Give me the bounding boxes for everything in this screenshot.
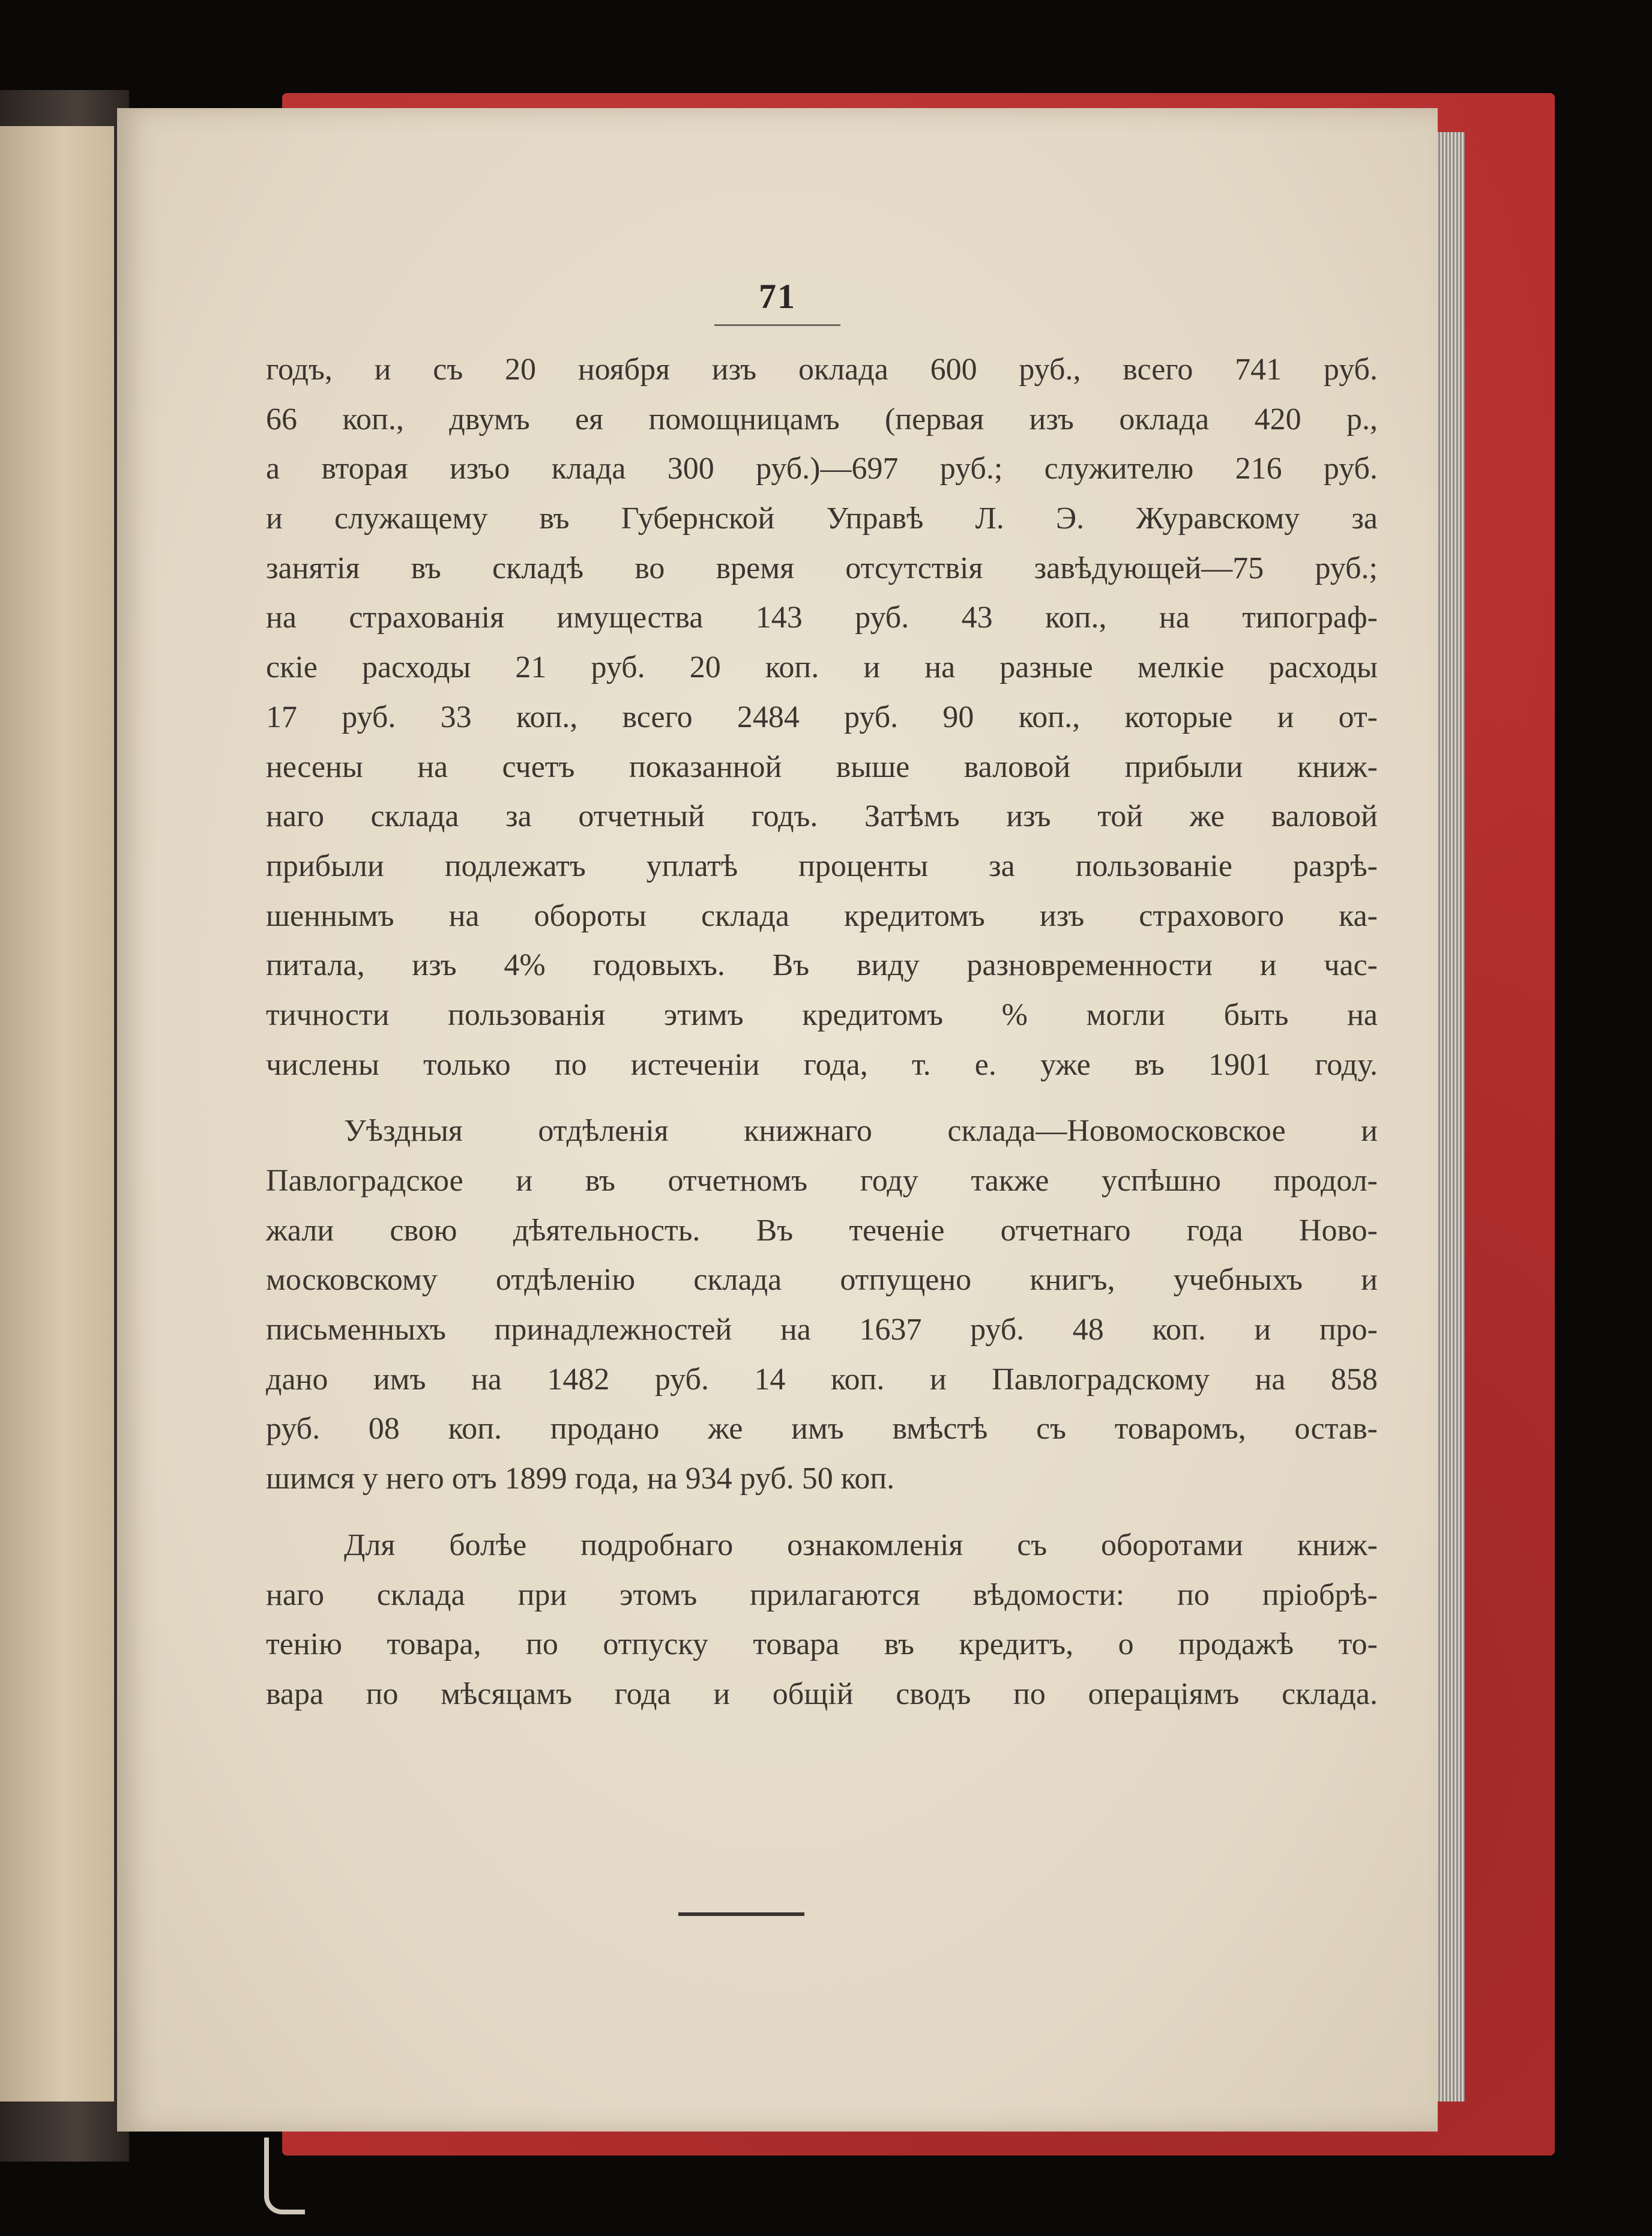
text-line: дано имъ на 1482 руб. 14 коп. и Павлоградскому на 858 <box>266 1362 1378 1397</box>
bookmark-ribbon <box>264 2138 305 2214</box>
left-page-edge <box>0 126 114 2102</box>
text-line: шимся у него отъ 1899 года, на 934 руб. 50 коп. <box>266 1461 895 1496</box>
text-line: письменныхъ принадлежностей на 1637 руб. 48 коп. и про- <box>266 1313 1378 1347</box>
text-line: питала, изъ 4% годовыхъ. Въ виду разновременности и час- <box>266 948 1378 983</box>
text-line: несены на счетъ показанной выше валовой прибыли книж- <box>266 749 1378 784</box>
text-line: тенію товара, по отпуску товара въ кредитъ, о продажѣ то- <box>266 1627 1378 1662</box>
text-line: на страхованія имущества 143 руб. 43 коп., на типограф- <box>266 600 1378 635</box>
text-line: 66 коп., двумъ ея помощницамъ (первая изъ оклада 420 р., <box>266 402 1378 437</box>
text-line: а вторая изъо клада 300 руб.)—697 руб.; служителю 216 руб. <box>266 452 1378 486</box>
text-line: жали свою дѣятельность. Въ теченіе отчетнаго года Ново- <box>266 1213 1378 1248</box>
text-line: руб. 08 коп. продано же имъ вмѣстѣ съ товаромъ, остав- <box>266 1412 1378 1446</box>
text-line: занятія въ складѣ во время отсутствія завѣдующей—75 руб.; <box>266 551 1378 585</box>
page-number: 71 <box>759 277 796 316</box>
text-line: московскому отдѣленію склада отпущено книгъ, учебныхъ и <box>266 1263 1378 1298</box>
paragraph-2 <box>266 1107 1378 1504</box>
text-line: шеннымъ на обороты склада кредитомъ изъ страхового ка- <box>266 898 1378 933</box>
text-line: и служащему въ Губернской Управѣ Л. Э. Журавскому за <box>266 501 1378 536</box>
text-line: тичности пользованія этимъ кредитомъ % могли быть на <box>266 997 1378 1032</box>
text-line: скіе расходы 21 руб. 20 коп. и на разные мелкіе расходы <box>266 650 1378 685</box>
paragraph-3 <box>266 1521 1378 1720</box>
book-page <box>117 108 1438 2132</box>
header-rule <box>714 324 840 326</box>
text-line: вара по мѣсяцамъ года и общій сводъ по операціямъ склада. <box>266 1676 1378 1711</box>
page-body <box>266 345 1378 1720</box>
text-line: годъ, и съ 20 ноября изъ оклада 600 руб., всего 741 руб. <box>266 352 1378 387</box>
text-line: Уѣздныя отдѣленія книжнаго склада—Новомосковское и <box>344 1114 1378 1149</box>
text-line: 17 руб. 33 коп., всего 2484 руб. 90 коп., которые и от- <box>266 700 1378 734</box>
end-rule <box>678 1912 804 1916</box>
text-line: числены только по истеченіи года, т. е. уже въ 1901 году. <box>266 1047 1378 1082</box>
paragraph-1 <box>266 345 1378 1090</box>
page-header <box>117 276 1438 316</box>
text-line: Павлоградское и въ отчетномъ году также успѣшно продол- <box>266 1164 1378 1198</box>
text-line: прибыли подлежатъ уплатѣ проценты за пользованіе разрѣ- <box>266 848 1378 883</box>
text-line: наго склада за отчетный годъ. Затѣмъ изъ той же валовой <box>266 799 1378 834</box>
text-line: наго склада при этомъ прилагаются вѣдомости: по пріобрѣ- <box>266 1577 1378 1612</box>
text-line: Для болѣе подробнаго ознакомленія съ оборотами книж- <box>344 1527 1378 1562</box>
